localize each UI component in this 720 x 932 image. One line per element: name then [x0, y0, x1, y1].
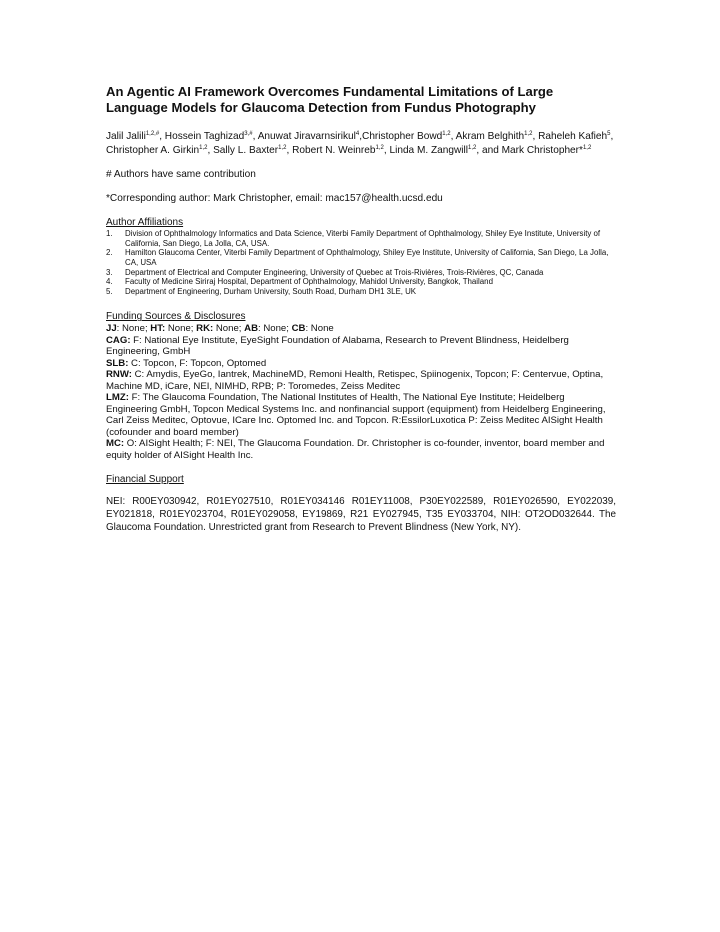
- author-separator: ,: [159, 131, 165, 142]
- affiliation-number: 5.: [106, 286, 113, 296]
- author-name: Raheleh Kafieh: [538, 131, 608, 142]
- disclosure-slb: [106, 358, 616, 370]
- author-list: [106, 130, 616, 158]
- affiliation-item: [106, 277, 616, 287]
- affiliation-number: 1.: [106, 229, 113, 239]
- author-name: Mark Christopher*: [501, 145, 583, 157]
- author-separator: ,: [252, 131, 258, 142]
- affiliation-text: Department of Electrical and Computer Engineering, University of Quebec at Trois-Rivières, Trois-Rivières, QC, Canada: [125, 267, 544, 277]
- author-name: Linda M. Zangwill: [389, 145, 469, 157]
- disclosure-text: : None;: [116, 323, 151, 335]
- page-content: [106, 84, 616, 535]
- affiliations-list: [106, 229, 616, 296]
- affiliations-heading: Author Affiliations: [106, 217, 184, 229]
- author-affiliation-mark: 1,2: [278, 145, 287, 152]
- disclosure-text: F: The Glaucoma Foundation, The National Institutes of Health, The National Eye Institute; Heidelberg Engineering GmbH, Topcon Medical Systems Inc. and nonfinancial support (equipment) from Heidelberg Engineering, Carl Zeiss Meditec, Optovue, ICare Inc. Optomed Inc. and Topcon. R:EssilorLuxotica P: Zeiss Meditec AISight Health (cofounder and board member): [106, 392, 606, 438]
- author-affiliation-mark: 4: [355, 131, 360, 137]
- corresponding-author: *Corresponding author: Mark Christopher, email: mac157@health.ucsd.edu: [106, 193, 443, 205]
- affiliation-item: [106, 268, 616, 278]
- disclosure-label: SLB:: [106, 357, 129, 369]
- author-affiliation-mark: 3,#: [244, 131, 253, 137]
- disclosure-label: AB: [244, 323, 258, 335]
- affiliation-text: Faculty of Medicine Siriraj Hospital, Department of Ophthalmology, Mahidol University, Bangkok, Thailand: [125, 277, 493, 287]
- affiliation-text: Department of Engineering, Durham University, South Road, Durham DH1 3LE, UK: [125, 286, 417, 296]
- disclosure-label: CAG:: [106, 334, 131, 346]
- disclosure-text: C: Topcon, F: Topcon, Optomed: [128, 357, 267, 369]
- paper-title: An Agentic AI Framework Overcomes Fundamental Limitations of Large Language Models for Glaucoma Detection from Fundus Photography: [106, 84, 554, 115]
- author-affiliation-mark: 1,2: [442, 131, 451, 137]
- disclosure-label: CB: [291, 323, 306, 335]
- author-name: Akram Belghith: [455, 131, 525, 142]
- affiliation-number: 2.: [106, 248, 113, 258]
- author-affiliation-mark: 1,2: [582, 145, 592, 152]
- disclosure-text: : None;: [258, 323, 292, 335]
- affiliation-number: 3.: [106, 267, 113, 277]
- disclosure-lmz: [106, 392, 616, 438]
- disclosure-text: : None: [305, 323, 334, 335]
- affiliation-item: [106, 229, 616, 248]
- author-affiliation-mark: 1,2: [199, 145, 208, 152]
- author-separator: ,: [450, 131, 456, 142]
- disclosure-none-line: [106, 323, 616, 335]
- author-name: Christopher A. Girkin: [106, 145, 200, 157]
- disclosure-label: MC:: [106, 438, 125, 450]
- author-name: Robert N. Weinreb: [292, 145, 376, 157]
- equal-contribution-note: # Authors have same contribution: [106, 169, 256, 181]
- author-separator: ,: [532, 131, 539, 142]
- disclosure-rnw: [106, 369, 616, 392]
- financial-support-heading: Financial Support: [106, 474, 184, 486]
- author-separator: ,: [207, 145, 214, 157]
- author-affiliation-mark: 1,2: [468, 145, 477, 152]
- disclosure-label: HT:: [150, 323, 166, 335]
- author-name: Jalil Jalili: [106, 131, 146, 142]
- disclosure-text: F: National Eye Institute, EyeSight Foundation of Alabama, Research to Prevent Blindness, Heidelberg Engineering, GmbH: [106, 334, 569, 358]
- author-separator: ,: [286, 145, 293, 157]
- author-name: Sally L. Baxter: [213, 145, 279, 157]
- funding-heading: Funding Sources & Disclosures: [106, 311, 246, 323]
- disclosure-cag: [106, 335, 616, 358]
- author-affiliation-mark: 5: [607, 131, 611, 137]
- author-affiliation-mark: 1,2: [524, 131, 533, 137]
- affiliation-text: Division of Ophthalmology Informatics and Data Science, Viterbi Family Department of Ophthalmology, Shiley Eye Institute, University of California, San Diego, La Jolla, CA, USA.: [125, 229, 601, 248]
- author-affiliation-mark: 1,2,#: [145, 131, 160, 137]
- funding-disclosures: [106, 323, 616, 461]
- author-separator: ,: [383, 145, 390, 157]
- affiliation-text: Hamilton Glaucoma Center, Viterbi Family Department of Ophthalmology, Shiley Eye Institute, University of California, San Diego, La Jolla, CA, USA: [125, 248, 609, 267]
- disclosure-label: RNW:: [106, 369, 132, 381]
- disclosure-text: C: Amydis, EyeGo, Iantrek, MachineMD, Remoni Health, Retispec, Spiinogenix, Topcon; F: Centervue, Optina, Machine MD, iCare, NEI, NIMHD, RPB; P: Toromedes, Zeiss Meditec: [106, 369, 604, 392]
- author-separator: ,: [359, 131, 363, 142]
- disclosure-label: JJ: [106, 323, 117, 335]
- disclosure-text: O: AISight Health; F: NEI, The Glaucoma Foundation. Dr. Christopher is co-founder, inventor, board member and equity holder of AISight Health Inc.: [106, 438, 605, 461]
- author-name: Hossein Taghizad: [164, 131, 245, 142]
- financial-support-text: NEI: R00EY030942, R01EY027510, R01EY034146 R01EY11008, P30EY022589, R01EY026590, EY022039, EY021818, R01EY023704, R01EY029058, EY19869, R21 EY027945, T35 EY033704, NIH: OT2OD032644. The Glaucoma Foundation. Unrestricted grant from Research to Prevent Blindness (New York, NY).: [106, 496, 616, 533]
- disclosure-text: None;: [165, 323, 197, 335]
- author-separator: , and: [476, 145, 502, 157]
- author-name: Christopher Bowd: [362, 131, 443, 142]
- author-name: Anuwat Jiravarnsirikul: [257, 131, 356, 142]
- disclosure-label: LMZ:: [106, 392, 129, 404]
- disclosure-label: RK:: [196, 323, 214, 335]
- author-affiliation-mark: 1,2: [375, 145, 384, 152]
- author-separator: ,: [610, 131, 614, 142]
- affiliation-item: [106, 248, 616, 267]
- disclosure-text: None;: [213, 323, 245, 335]
- affiliation-item: [106, 287, 616, 297]
- disclosure-mc: [106, 438, 616, 461]
- affiliation-number: 4.: [106, 277, 113, 287]
